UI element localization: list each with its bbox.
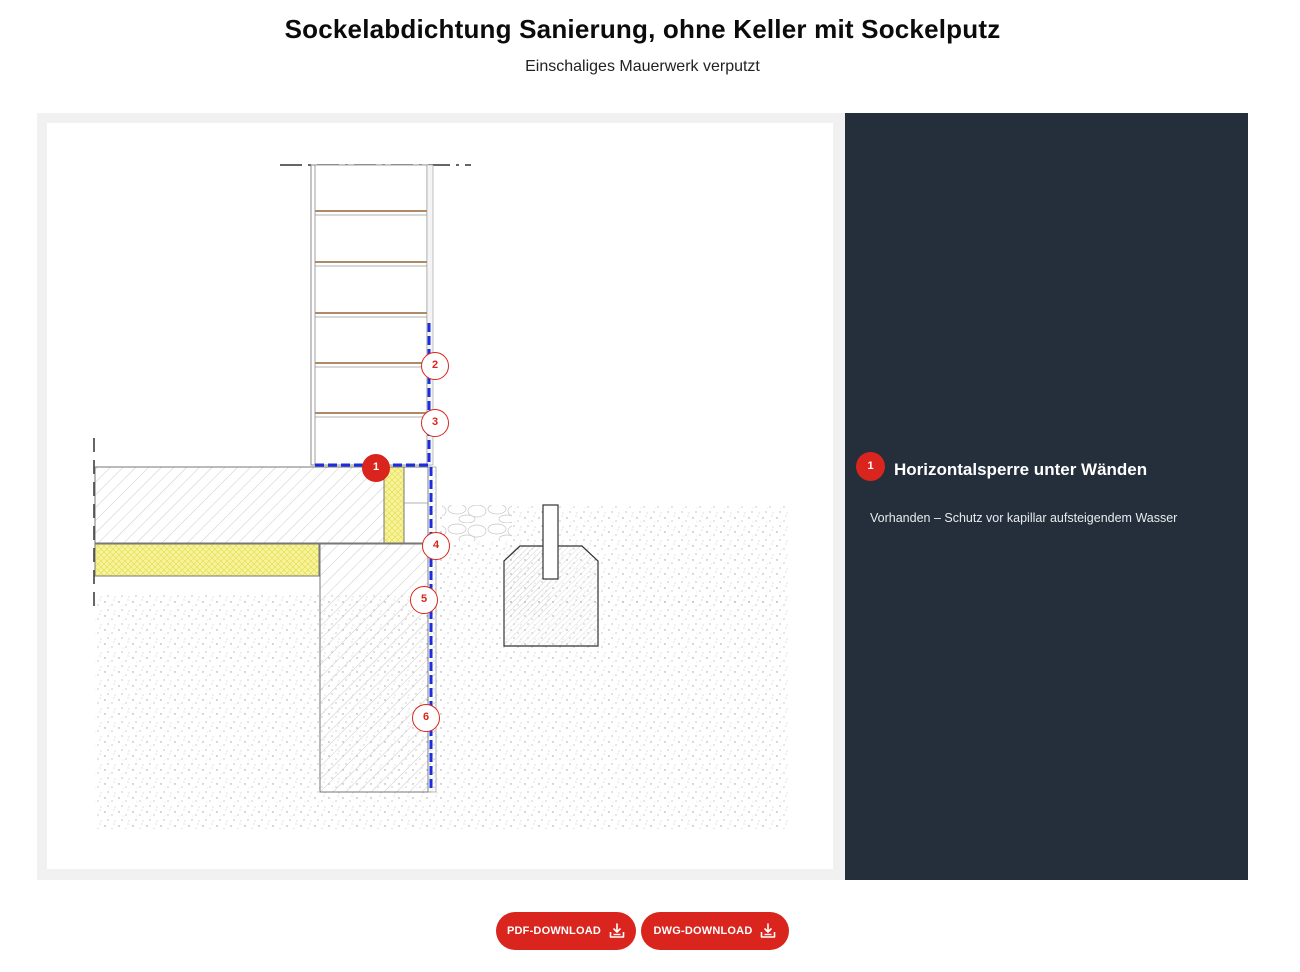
page-title: Sockelabdichtung Sanierung, ohne Keller mit Sockelputz <box>284 14 1001 44</box>
pdf-download-button[interactable] <box>496 912 636 950</box>
drawing-frame <box>37 113 845 880</box>
info-text: Vorhanden – Schutz vor kapillar aufsteigendem Wasser <box>870 511 1178 525</box>
info-title: Horizontalsperre unter Wänden <box>894 460 1148 479</box>
dwg-download-label: DWG-DOWNLOAD <box>653 925 753 937</box>
marker-4[interactable]: 4 <box>422 532 450 560</box>
dwg-download-button[interactable] <box>641 912 789 950</box>
page-subtitle: Einschaliges Mauerwerk verputzt <box>525 58 760 75</box>
pdf-download-label: PDF-DOWNLOAD <box>506 925 602 937</box>
download-icon <box>760 923 776 939</box>
detail-section-svg <box>47 123 833 869</box>
marker-2[interactable]: 2 <box>421 352 449 380</box>
marker-1[interactable]: 1 <box>362 454 390 482</box>
info-panel <box>845 113 1248 880</box>
download-icon <box>609 923 625 939</box>
marker-6[interactable]: 6 <box>412 704 440 732</box>
marker-3[interactable]: 3 <box>421 409 449 437</box>
info-badge: 1 <box>856 452 885 481</box>
marker-5[interactable]: 5 <box>410 586 438 614</box>
construction-drawing <box>47 123 833 869</box>
